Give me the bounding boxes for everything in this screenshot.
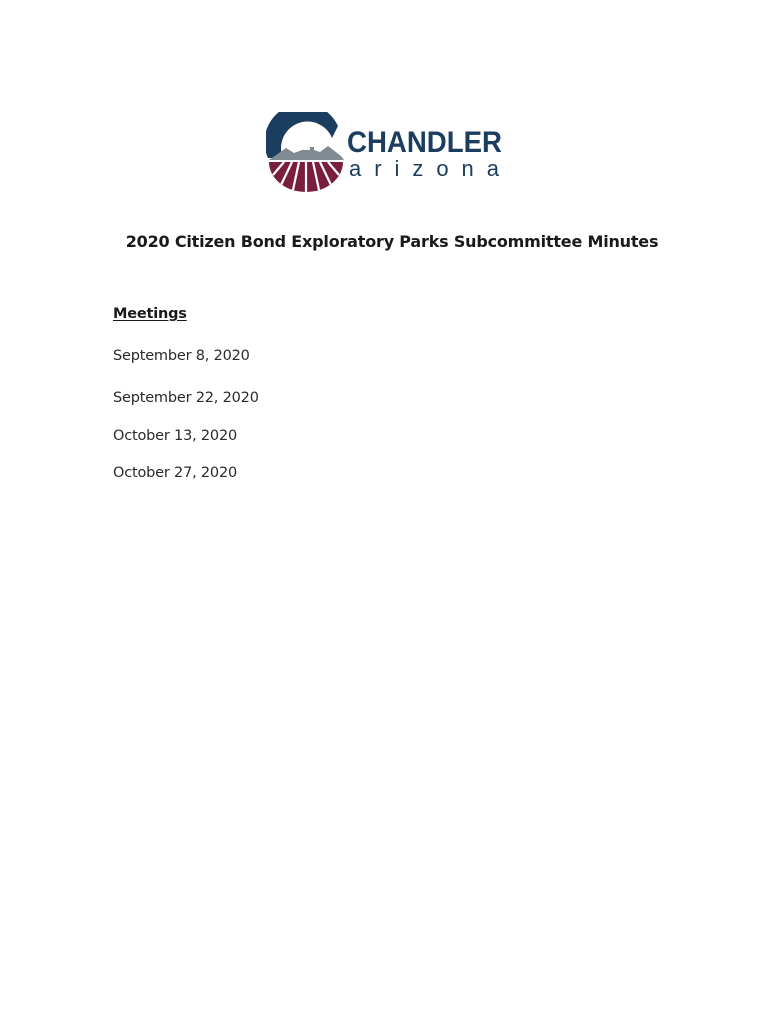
logo-name-line2: arizona xyxy=(349,156,499,181)
chandler-arizona-logo xyxy=(266,112,506,194)
meeting-date: September 22, 2020 xyxy=(113,390,259,406)
chandler-logo-mark xyxy=(266,112,506,194)
meetings-heading: Meetings xyxy=(113,306,187,322)
meeting-date: October 27, 2020 xyxy=(113,465,238,481)
logo-name-line1: CHANDLER xyxy=(347,126,503,159)
meeting-date: September 8, 2020 xyxy=(113,348,250,364)
meeting-date: October 13, 2020 xyxy=(113,428,238,444)
document-title: 2020 Citizen Bond Exploratory Parks Subcommittee Minutes xyxy=(125,232,659,251)
